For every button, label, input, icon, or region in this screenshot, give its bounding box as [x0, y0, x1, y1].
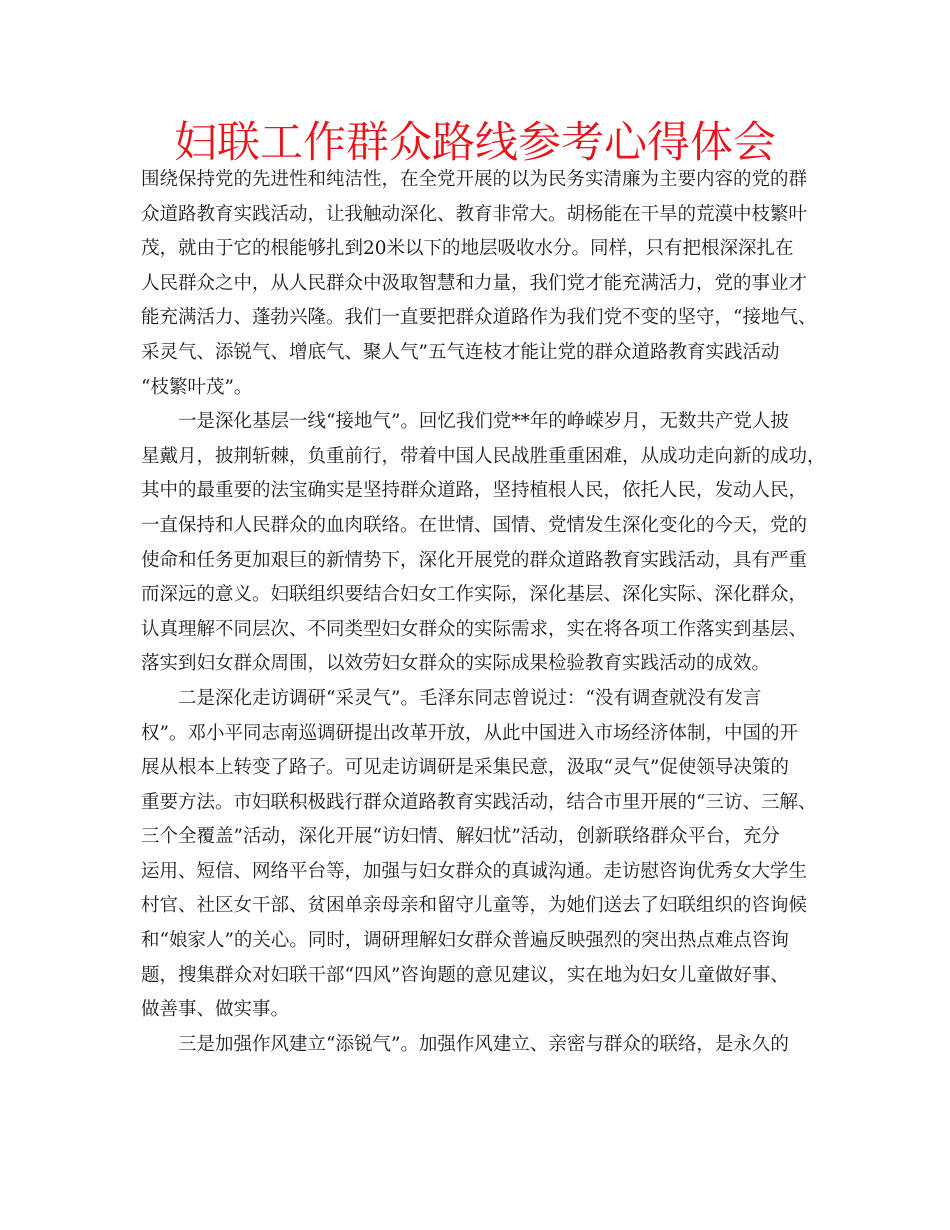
text-line: 使命和任务更加艰巨的新情势下，深化开展党的群众道路教育实践活动，具有严重 [141, 549, 808, 571]
text-line: 众道路教育实践活动，让我触动深化、教育非常大。胡杨能在干旱的荒漠中枝繁叶 [141, 203, 808, 225]
text-line: 茂，就由于它的根能够扎到20米以下的地层吸收水分。同样，只有把根深深扎在 [141, 238, 794, 260]
paragraph-2 [141, 405, 826, 682]
text-line: 采灵气、添锐气、增底气、聚人气”五气连枝才能让党的群众道路教育实践活动 [141, 341, 780, 363]
text-line: 三是加强作风建立“添锐气”。加强作风建立、亲密与群众的联络，是永久的 [178, 1033, 789, 1055]
paragraph-3 [141, 682, 817, 1028]
text-line: 一是深化基层一线“接地气”。回忆我们党**年的峥嵘岁月，无数共产党人披 [178, 411, 789, 433]
text-line: “枝繁叶茂”。 [141, 376, 253, 398]
text-line: 围绕保持党的先进性和纯洁性，在全党开展的以为民务实清廉为主要内容的党的群 [141, 169, 808, 190]
text-line: 重要方法。市妇联积极践行群众道路教育实践活动，结合市里开展的“三访、三解、 [141, 791, 817, 813]
document-title: 妇联工作群众路线参考心得体会 [174, 118, 776, 168]
text-line: 认真理解不同层次、不同类型妇女群众的实际需求，实在将各项工作落实到基层、 [141, 618, 808, 640]
text-line: 二是深化走访调研“采灵气”。毛泽东同志曾说过：“没有调查就没有发言 [178, 687, 762, 709]
text-line: 星戴月，披荆斩棘，负重前行，带着中国人民战胜重重困难，从成功走向新的成功， [141, 445, 826, 467]
text-line: 做善事、做实事。 [141, 999, 290, 1021]
text-line: 权”。邓小平同志南巡调研提出改革开放，从此中国进入市场经济体制，中国的开 [141, 722, 798, 744]
text-line: 而深远的意义。妇联组织要结合妇女工作实际，深化基层、深化实际、深化群众， [141, 584, 808, 606]
text-line: 运用、短信、网络平台等，加强与妇女群众的真诚沟通。走访慰咨询优秀女大学生 [141, 860, 808, 882]
text-line: 题，搜集群众对妇联干部“四风”咨询题的意见建议，实在地为妇女儿童做好事、 [141, 964, 789, 986]
paragraph-4 [141, 1028, 817, 1063]
text-line: 一直保持和人民群众的血肉联络。在世情、国情、党情发生深化变化的今天，党的 [141, 514, 808, 536]
text-line: 和“娘家人”的关心。同时，调研理解妇女群众普遍反映强烈的突出热点难点咨询 [141, 930, 789, 952]
text-line: 其中的最重要的法宝确实是坚持群众道路，坚持植根人民，依托人民，发动人民， [141, 480, 808, 502]
text-line: 展从根本上转变了路子。可见走访调研是采集民意，汲取“灵气”促使领导决策的 [141, 757, 789, 779]
text-line: 人民群众之中，从人民群众中汲取智慧和力量，我们党才能充满活力，党的事业才 [141, 272, 808, 294]
text-line: 落实到妇女群众周围，以效劳妇女群众的实际成果检验教育实践活动的成效。 [141, 653, 771, 675]
document-body [141, 163, 826, 1062]
text-line: 村官、社区女干部、贫困单亲母亲和留守儿童等，为她们送去了妇联组织的咨询候 [141, 895, 808, 917]
text-line: 能充满活力、蓬勃兴隆。我们一直要把群众道路作为我们党不变的坚守，“接地气、 [141, 307, 817, 329]
paragraph-1 [141, 163, 817, 405]
text-line: 三个全覆盖”活动，深化开展“访妇情、解妇忧”活动，创新联络群众平台，充分 [141, 826, 780, 848]
